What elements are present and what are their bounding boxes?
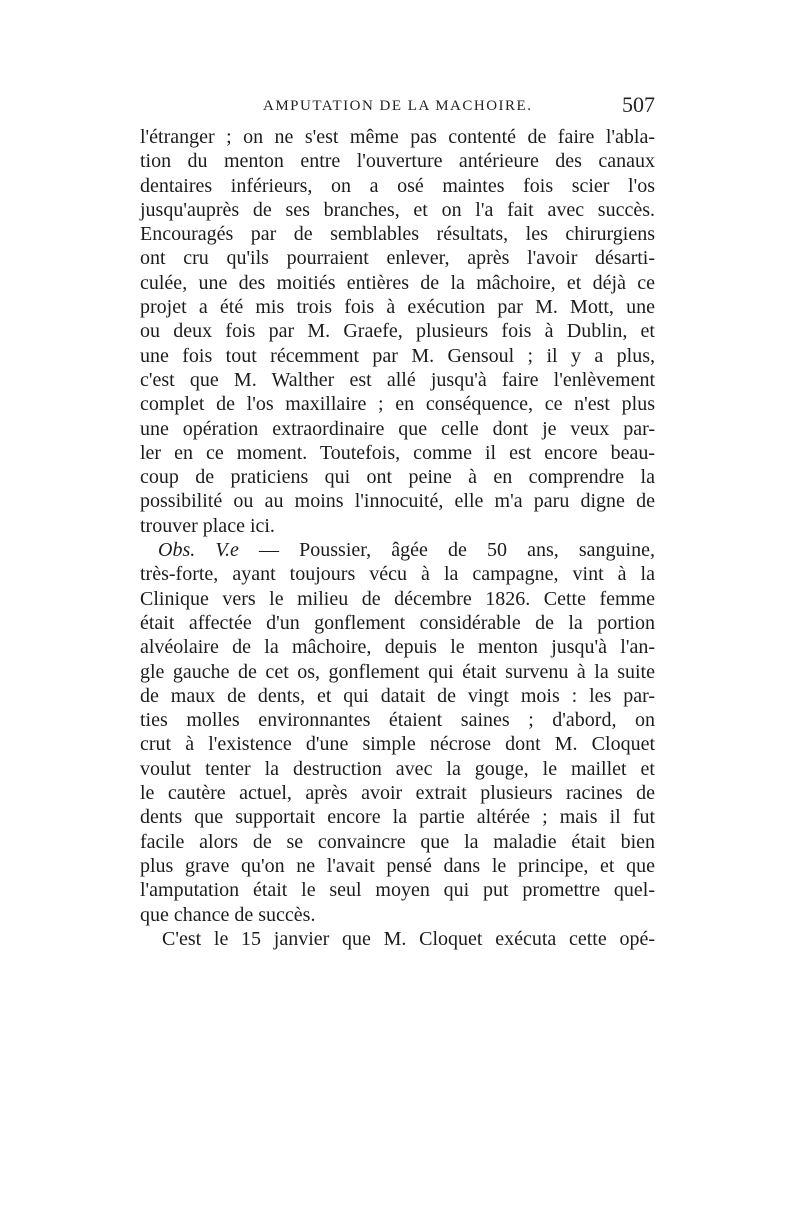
text-line: le cautère actuel, après avoir extrait plusieurs racines de [140,782,655,805]
text-line: une opération extraordinaire que celle dont je veux par- [140,417,655,440]
text-line: ou deux fois par M. Graefe, plusieurs fois à Dublin, et [140,320,655,343]
text-line: dentaires inférieurs, on a osé maintes fois scier l'os [140,174,655,197]
text-line: complet de l'os maxillaire ; en conséquence, ce n'est plus [140,393,655,416]
page-header [135,92,655,124]
text-line: une fois tout récemment par M. Gensoul ; il y a plus, [140,344,655,367]
text-line: coup de praticiens qui ont peine à en comprendre la [140,466,655,489]
text-line: c'est que M. Walther est allé jusqu'à faire l'enlèvement [140,368,655,391]
text-line: Clinique vers le milieu de décembre 1826. Cette femme [140,587,655,610]
text-line: gle gauche de cet os, gonflement qui était survenu à la suite [140,660,655,683]
observation-label: Obs. V.e [158,539,239,562]
text-line: très-forte, ayant toujours vécu à la campagne, vint à la [140,563,655,586]
body-text [140,125,655,951]
text-line: culée, une des moitiés entières de la mâchoire, et déjà ce [140,271,655,294]
text-line: possibilité ou au moins l'innocuité, elle m'a paru digne de [140,490,655,513]
text-line: trouver place ici. [140,514,275,537]
text-line: tion du menton entre l'ouverture antérieure des canaux [140,150,655,173]
text-line: Encouragés par de semblables résultats, les chirurgiens [140,223,655,246]
text-line: plus grave qu'on ne l'avait pensé dans le principe, et que [140,854,655,877]
text-line: dents que supportait encore la partie altérée ; mais il fut [140,806,655,829]
text-line: était affectée d'un gonflement considérable de la portion [140,611,655,634]
text-line: que chance de succès. [140,903,316,926]
text-line: voulut tenter la destruction avec la gouge, le maillet et [140,757,655,780]
text-line: alvéolaire de la mâchoire, depuis le menton jusqu'à l'an- [140,636,655,659]
text-line: ties molles environnantes étaient saines ; d'abord, on [140,709,655,732]
text-line: de maux de dents, et qui datait de vingt mois : les par- [140,684,655,707]
text-line: facile alors de se convaincre que la maladie était bien [140,830,655,853]
text-line: projet a été mis trois fois à exécution par M. Mott, une [140,296,655,319]
text-line: l'amputation était le seul moyen qui put promettre quel- [140,879,655,902]
text-line: l'étranger ; on ne s'est même pas contenté de faire l'abla- [140,126,655,148]
text-line: C'est le 15 janvier que M. Cloquet exécuta cette opé- [162,927,655,950]
text-line: jusqu'auprès de ses branches, et on l'a fait avec succès. [140,198,655,221]
text-line: crut à l'existence d'une simple nécrose dont M. Cloquet [140,733,655,756]
running-title: AMPUTATION DE LA MACHOIRE. [263,98,533,114]
page-number: 507 [622,92,655,117]
observation-heading-line [140,538,655,562]
observation-intro-text: — Poussier, âgée de 50 ans, sanguine, [238,539,655,562]
text-line: ont cru qu'ils pourraient enlever, après l'avoir désarti- [140,247,655,270]
text-line: ler en ce moment. Toutefois, comme il est encore beau- [140,441,655,464]
